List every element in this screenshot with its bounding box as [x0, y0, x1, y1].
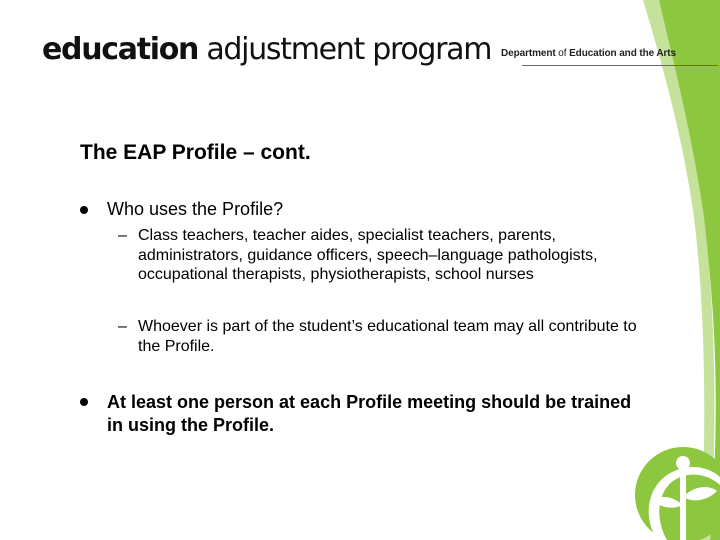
bullet-1-text: Who uses the Profile? [107, 199, 284, 219]
header-rule [522, 65, 718, 66]
dept-part2: of [555, 48, 570, 59]
dept-part3: Education and the Arts [569, 48, 676, 59]
bullet-1-dot [80, 206, 88, 214]
subitem-dash: – [118, 318, 127, 335]
subitem-dash: – [118, 227, 127, 244]
subitem-2 [118, 317, 638, 359]
subitem-2-text: Whoever is part of the student’s educational team may all contribute to the Profile. [138, 318, 637, 355]
program-logotype [42, 32, 491, 67]
brand-rest: adjustment program [198, 32, 492, 67]
dept-part1: Department [501, 48, 556, 59]
header [42, 30, 678, 68]
brand-bold: education [42, 32, 199, 67]
slide-title: The EAP Profile – cont. [80, 141, 311, 164]
subitem-1 [118, 226, 638, 306]
bullet-2-dot [80, 398, 88, 406]
subitem-1-text: Class teachers, teacher aides, specialist teachers, parents, administrators, guidance officers, speech–language pathologists, occupational therapists, physiotherapists, school nurses [138, 227, 598, 283]
department-name [501, 48, 676, 59]
bullet-2-text: At least one person at each Profile meeting should be trained in using the Profile. [107, 392, 632, 435]
sprout-logo-icon [625, 425, 720, 540]
